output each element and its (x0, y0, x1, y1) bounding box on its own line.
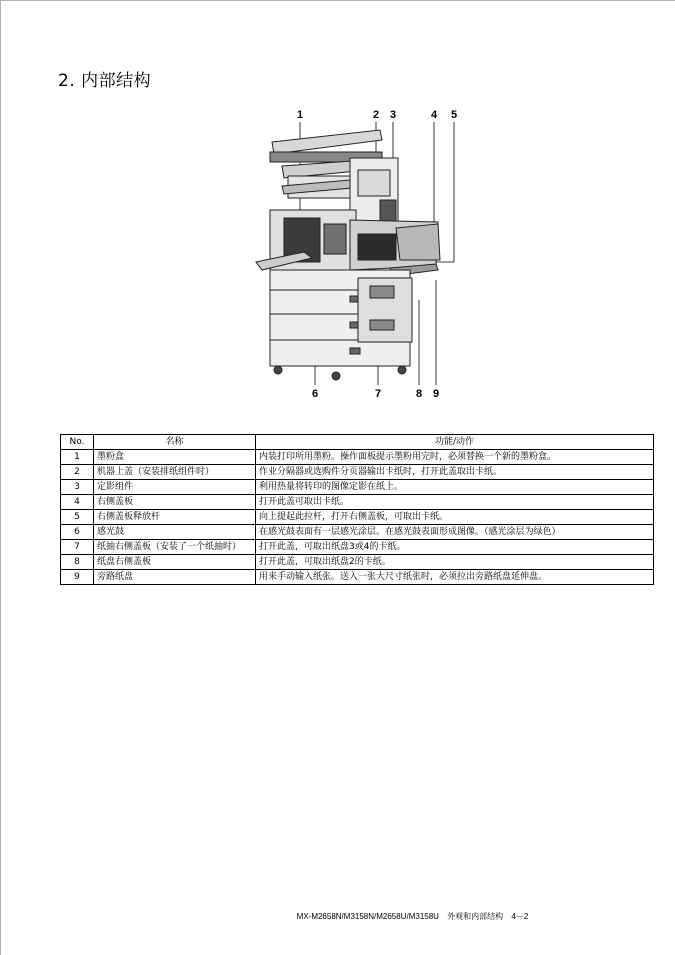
copier-internal-illustration (240, 100, 480, 405)
row-no: 7 (61, 540, 94, 555)
page-footer (0, 911, 675, 922)
row-function: 打开此盖，可取出纸盘2的卡纸。 (256, 555, 654, 570)
table-row (61, 510, 654, 525)
row-name: 纸抽右侧盖板（安装了一个纸抽时） (94, 540, 256, 555)
row-no: 2 (61, 465, 94, 480)
footer-section: 外观和内部结构 (447, 912, 504, 921)
row-function: 打开此盖可取出卡纸。 (256, 495, 654, 510)
row-no: 8 (61, 555, 94, 570)
row-name: 旁路纸盘 (94, 570, 256, 585)
row-no: 6 (61, 525, 94, 540)
table-row (61, 495, 654, 510)
row-no: 5 (61, 510, 94, 525)
row-name: 右侧盖板释放杆 (94, 510, 256, 525)
callout-5: 5 (451, 109, 458, 121)
table-row (61, 570, 654, 585)
footer-page-number: 4－2 (511, 912, 529, 921)
table-row (61, 465, 654, 480)
callout-6: 6 (312, 388, 319, 400)
table-row (61, 480, 654, 495)
row-no: 3 (61, 480, 94, 495)
copier-body (256, 130, 440, 380)
callout-2: 2 (373, 109, 380, 121)
row-function: 作业分隔器或选购件分页器输出卡纸时，打开此盖取出卡纸。 (256, 465, 654, 480)
table-row (61, 555, 654, 570)
internal-parts-table (60, 434, 654, 585)
callout-8: 8 (416, 388, 423, 400)
page-border-left (0, 0, 1, 955)
row-function: 用来手动输入纸张。送入一张大尺寸纸张时，必须拉出旁路纸盘延伸盘。 (256, 570, 654, 585)
footer-model: MX-M2658N/M3158N/M2658U/M3158U (296, 912, 439, 921)
row-function: 打开此盖，可取出纸盘3或4的卡纸。 (256, 540, 654, 555)
header-no: No. (61, 435, 94, 450)
callout-4: 4 (431, 109, 438, 121)
row-name: 纸盘右侧盖板 (94, 555, 256, 570)
callout-9: 9 (433, 388, 440, 400)
page-border-top (0, 0, 675, 1)
row-name: 墨粉盒 (94, 450, 256, 465)
row-name: 定影组件 (94, 480, 256, 495)
row-name: 机器上盖（安装排纸组件时） (94, 465, 256, 480)
callout-7: 7 (375, 388, 382, 400)
row-no: 1 (61, 450, 94, 465)
row-function: 内装打印所用墨粉。操作面板提示墨粉用完时，必须替换一个新的墨粉盒。 (256, 450, 654, 465)
callout-3: 3 (390, 109, 397, 121)
row-function: 在感光鼓表面有一层感光涂层。在感光鼓表面形成图像。（感光涂层为绿色） (256, 525, 654, 540)
section-title: 2. 内部结构 (58, 71, 152, 91)
header-function: 功能/动作 (256, 435, 654, 450)
row-name: 感光鼓 (94, 525, 256, 540)
row-no: 4 (61, 495, 94, 510)
table-row (61, 525, 654, 540)
callout-1: 1 (297, 109, 304, 121)
row-name: 右侧盖板 (94, 495, 256, 510)
copier-diagram (240, 100, 480, 405)
row-function: 利用热量将转印的图像定影在纸上。 (256, 480, 654, 495)
table-header-row (61, 435, 654, 450)
row-no: 9 (61, 570, 94, 585)
table-row (61, 450, 654, 465)
header-name: 名称 (94, 435, 256, 450)
table-row (61, 540, 654, 555)
row-function: 向上提起此拉杆，打开右侧盖板，可取出卡纸。 (256, 510, 654, 525)
